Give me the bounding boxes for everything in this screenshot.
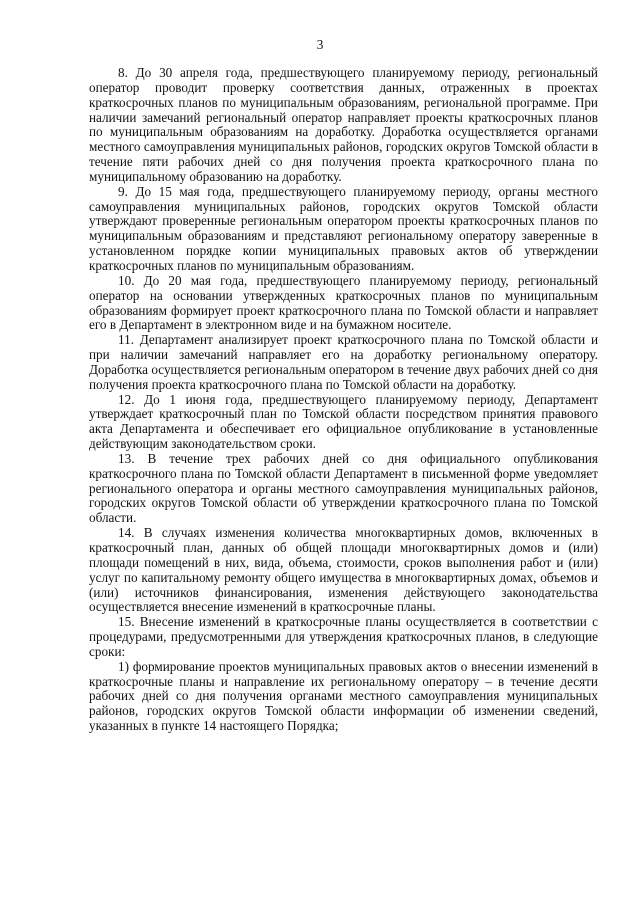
paragraph-12: 12. До 1 июня года, предшествующего планируемому периоду, Департамент утверждает краткосрочный план по Томской области посредством принятия правового акта Департамента и обеспечивает его официальное опубликование в установленные действующим законодательством сроки. <box>89 391 598 452</box>
paragraph-9: 9. До 15 мая года, предшествующего планируемому периоду, органы местного самоуправления муниципальных районов, городских округов Томской области утверждают проверенные региональным оператором проекты краткосрочных планов по муниципальным образованиям и представляют региональному оператору заверенные в установленном порядке копии муниципальных правовых актов об утверждении краткосрочных планов по муниципальным образованиям. <box>89 183 598 273</box>
page-number: 3 <box>316 37 324 52</box>
paragraph-15: 15. Внесение изменений в краткосрочные планы осуществляется в соответствии с процедурами, предусмотренными для утверждения краткосрочных планов, в следующие сроки: <box>89 614 598 659</box>
paragraph-15-item-1: 1) формирование проектов муниципальных правовых актов о внесении изменений в краткосрочные планы и направление их региональному оператору – в течение десяти рабочих дней со дня получения органами местного самоуправления муниципальных районов, городских округов Томской области информации об изменении сведений, указанных в пункте 14 настоящего Порядка; <box>89 658 598 734</box>
paragraph-10: 10. До 20 мая года, предшествующего планируемому периоду, региональный оператор на основании утвержденных краткосрочных планов по муниципальным образованиям формирует проект краткосрочного плана по Томской области и направляет его в Департамент в электронном виде и на бумажном носителе. <box>89 272 598 333</box>
paragraph-14: 14. В случаях изменения количества многоквартирных домов, включенных в краткосрочный план, данных об общей площади многоквартирных домов и (или) площади помещений в них, вида, объема, стоимости, сроков выполнения работ и (или) услуг по капитальному ремонту общего имущества в многоквартирных домах, объемов и (или) источников финансирования, изменения действующего законодательства осуществляется внесение изменений в краткосрочные планы. <box>89 525 598 615</box>
paragraph-13: 13. В течение трех рабочих дней со дня официального опубликования краткосрочного плана по Томской области Департамент в письменной форме уведомляет регионального оператора и органы местного самоуправления муниципальных районов, городских округов Томской области об утверждении краткосрочного плана по Томской области. <box>89 450 598 526</box>
paragraph-8: 8. До 30 апреля года, предшествующего планируемому периоду, региональный оператор проводит проверку соответствия данных, отраженных в проектах краткосрочных планов по муниципальным образованиям, региональной программе. При наличии замечаний региональный оператор направляет проекты краткосрочных планов по муниципальным образованиям на доработку. Доработка осуществляется органами местного самоуправления муниципальных районов, городских округов Томской области в течение пяти рабочих дней со дня получения проекта краткосрочного плана по муниципальному образованию на доработку. <box>89 65 598 184</box>
paragraph-11: 11. Департамент анализирует проект краткосрочного плана по Томской области и при наличии замечаний направляет его на доработку региональному оператору. Доработка осуществляется региональным оператором в течение двух рабочих дней со дня получения проекта краткосрочного плана по Томской области на доработку. <box>89 332 598 392</box>
document-body <box>89 66 598 734</box>
